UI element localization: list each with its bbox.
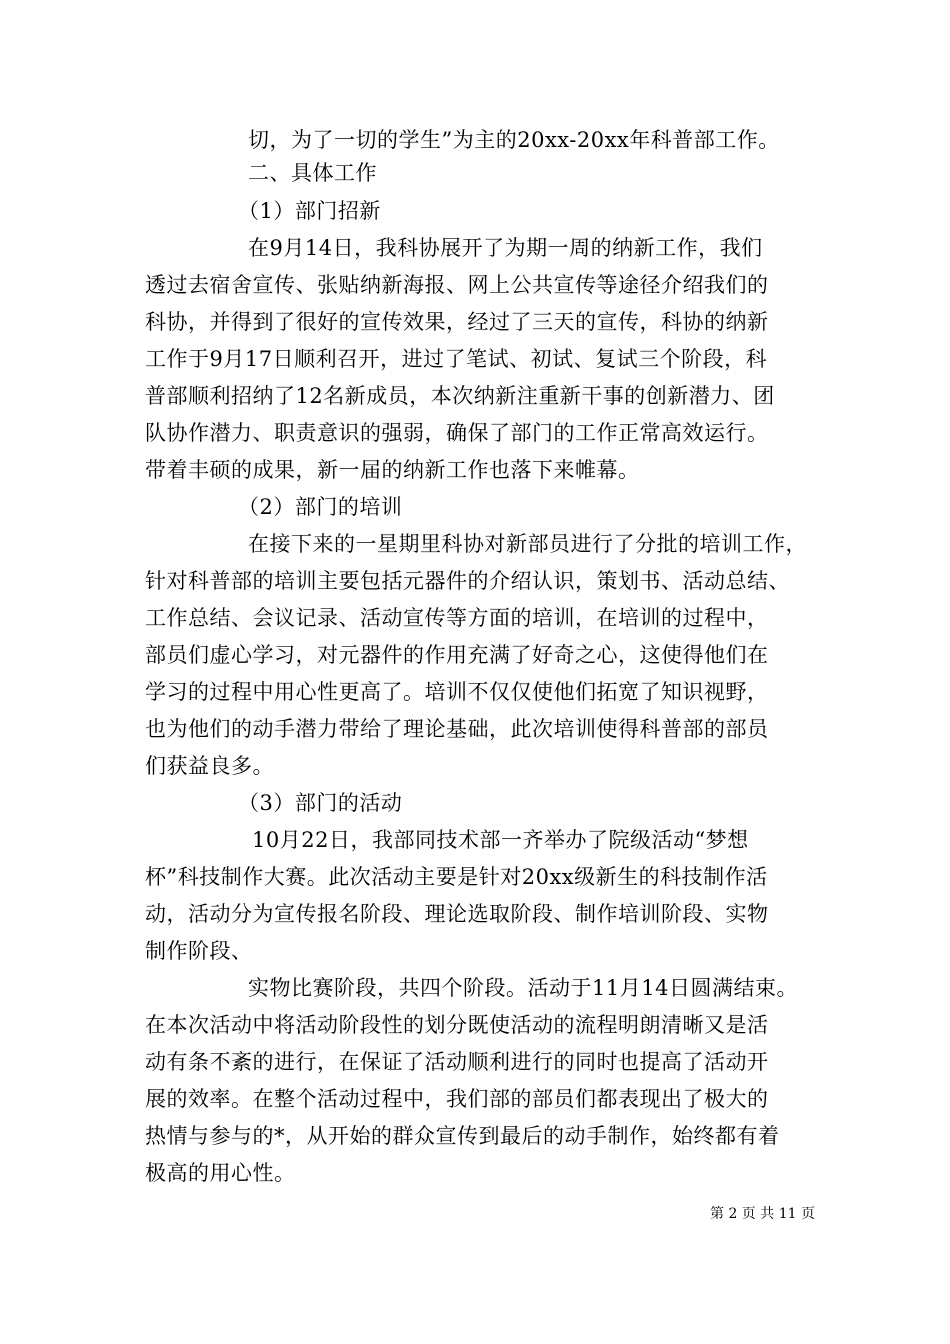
text-line-8: 普部顺利招纳了12名新成员，本次纳新注重新干事的创新潜力、团 <box>145 384 775 408</box>
text-line-14: 工作总结、会议记录、活动宣传等方面的培训，在培训的过程中， <box>145 606 769 630</box>
text-line-27: 展的效率。在整个活动过程中，我们部的部员们都表现出了极大的 <box>145 1087 769 1111</box>
text-line-17: 也为他们的动手潜力带给了理论基础，此次培训使得科普部的部员 <box>145 717 769 741</box>
subheading-activities: （3）部门的活动 <box>238 791 403 815</box>
text-line-23: 制作阶段、 <box>145 939 253 963</box>
text-line-20: 10月22日，我部同技术部一齐举办了院级活动“梦想 <box>252 828 749 852</box>
text-line-4: 在9月14日，我科协展开了为期一周的纳新工作，我们 <box>248 236 763 260</box>
text-line-6: 科协，并得到了很好的宣传效果，经过了三天的宣传，科协的纳新 <box>145 310 769 334</box>
text-line-7: 工作于9月17日顺利召开，进过了笔试、初试、复试三个阶段，科 <box>145 347 768 371</box>
text-line-21: 杯”科技制作大赛。此次活动主要是针对20xx级新生的科技制作活 <box>145 865 768 889</box>
text-line-26: 动有条不紊的进行，在保证了活动顺利进行的同时也提高了活动开 <box>145 1050 769 1074</box>
text-line-28: 热情与参与的*，从开始的群众宣传到最后的动手制作，始终都有着 <box>145 1124 780 1148</box>
text-line-25: 在本次活动中将活动阶段性的划分既使活动的流程明朗清晰又是活 <box>145 1013 769 1037</box>
text-line-22: 动，活动分为宣传报名阶段、理论选取阶段、制作培训阶段、实物 <box>145 902 769 926</box>
section-heading-specific-work: 二、具体工作 <box>248 161 377 185</box>
subheading-training: （2）部门的培训 <box>238 495 403 519</box>
text-line-18: 们获益良多。 <box>145 754 274 778</box>
text-line-29: 极高的用心性。 <box>145 1161 296 1185</box>
text-line-13: 针对科普部的培训主要包括元器件的介绍认识，策划书、活动总结、 <box>145 569 790 593</box>
text-line-12: 在接下来的一星期里科协对新部员进行了分批的培训工作， <box>248 532 807 556</box>
text-line-1: 切，为了一切的学生”为主的20xx-20xx年科普部工作。 <box>248 128 780 152</box>
text-line-5: 透过去宿舍宣传、张贴纳新海报、网上公共宣传等途径介绍我们的 <box>145 273 769 297</box>
text-line-10: 带着丰硕的成果，新一届的纳新工作也落下来帷幕。 <box>145 458 640 482</box>
text-line-9: 队协作潜力、职责意识的强弱，确保了部门的工作正常高效运行。 <box>145 421 769 445</box>
text-line-15: 部员们虚心学习，对元器件的作用充满了好奇之心，这使得他们在 <box>145 643 769 667</box>
subheading-recruitment: （1）部门招新 <box>238 199 381 223</box>
text-line-16: 学习的过程中用心性更高了。培训不仅仅使他们拓宽了知识视野， <box>145 680 769 704</box>
text-line-24: 实物比赛阶段，共四个阶段。活动于11月14日圆满结束。 <box>248 976 798 1000</box>
page-number-footer: 第 2 页 共 11 页 <box>710 1206 815 1222</box>
